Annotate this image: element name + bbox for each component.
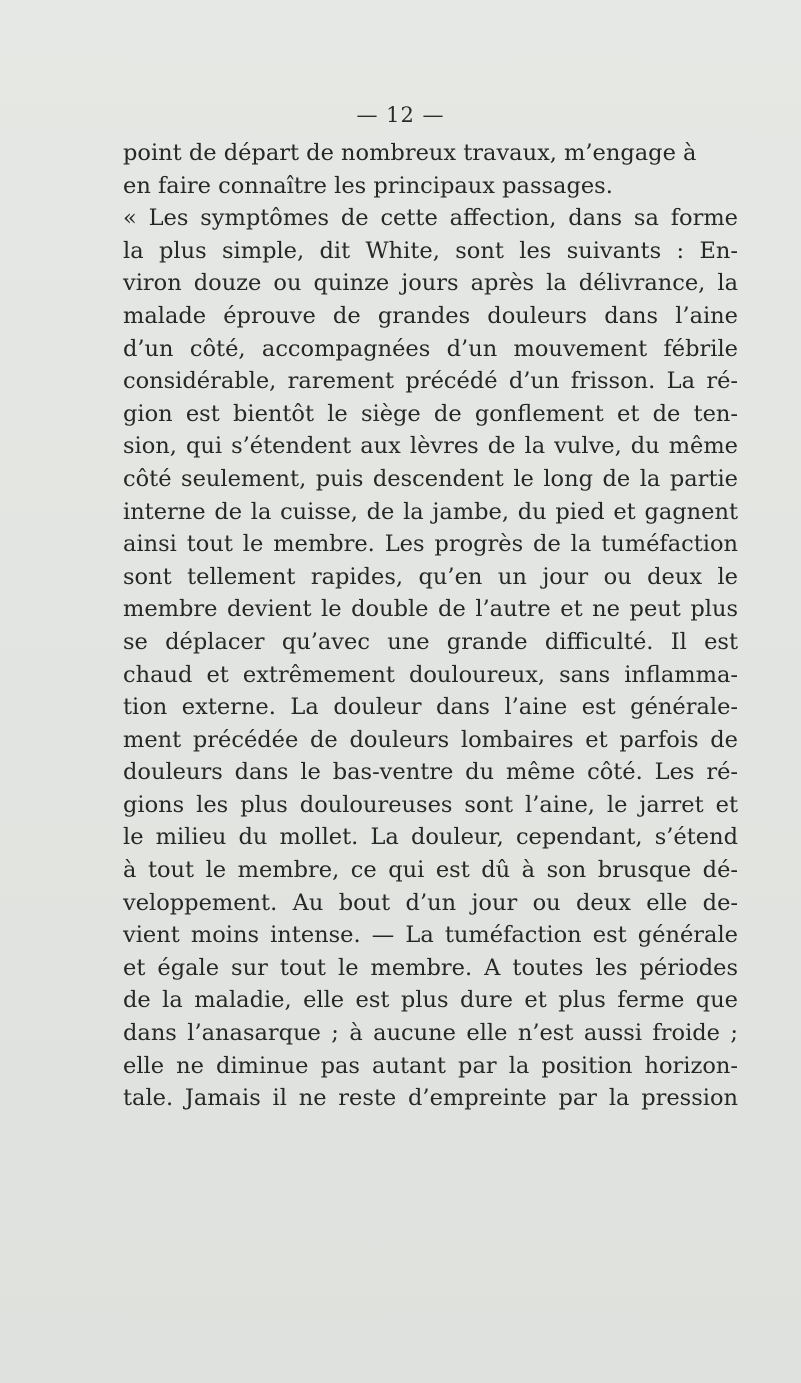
- text-line: malade éprouve de grandes douleurs dans l’aine: [123, 302, 738, 329]
- text-line: membre devient le double de l’autre et ne peut plus: [123, 596, 738, 623]
- text-line: sont tellement rapides, qu’en un jour ou deux le: [123, 563, 738, 590]
- text-line: interne de la cuisse, de la jambe, du pied et gagnent: [123, 498, 738, 525]
- page-number: — 12 —: [356, 103, 445, 127]
- text-line: de la maladie, elle est plus dure et plus ferme que: [123, 987, 738, 1014]
- text-line: se déplacer qu’avec une grande difficulté. Il est: [123, 628, 738, 655]
- text-line: chaud et extrêmement douloureux, sans inflamma-: [123, 661, 738, 688]
- text-line: en faire connaître les principaux passages.: [123, 172, 613, 199]
- text-line: douleurs dans le bas-ventre du même côté. Les ré-: [123, 759, 738, 786]
- text-line: la plus simple, dit White, sont les suivants : En-: [123, 237, 738, 264]
- text-line: point de départ de nombreux travaux, m’engage à: [123, 140, 697, 166]
- text-line: gion est bientôt le siège de gonflement et de ten-: [123, 400, 738, 427]
- text-line: le milieu du mollet. La douleur, cependant, s’étend: [123, 824, 738, 851]
- text-line: sion, qui s’étendent aux lèvres de la vulve, du même: [123, 433, 738, 460]
- text-line: tale. Jamais il ne reste d’empreinte par la pression: [123, 1085, 738, 1112]
- text-line: viron douze ou quinze jours après la délivrance, la: [123, 270, 738, 297]
- text-line: considérable, rarement précédé d’un frisson. La ré-: [123, 368, 738, 395]
- text-line: elle ne diminue pas autant par la position horizon-: [123, 1052, 738, 1079]
- text-line: ainsi tout le membre. Les progrès de la tuméfaction: [123, 531, 738, 558]
- text-line: à tout le membre, ce qui est dû à son brusque dé-: [123, 857, 738, 884]
- text-line: ment précédée de douleurs lombaires et parfois de: [123, 726, 738, 753]
- text-line: « Les symptômes de cette affection, dans sa forme: [123, 205, 738, 232]
- text-line: gions les plus douloureuses sont l’aine, le jarret et: [123, 791, 738, 818]
- text-line: côté seulement, puis descendent le long de la partie: [123, 465, 738, 492]
- text-line: dans l’anasarque ; à aucune elle n’est aussi froide ;: [123, 1020, 738, 1047]
- text-line: vient moins intense. — La tuméfaction est générale: [123, 922, 738, 949]
- body-text: [123, 137, 738, 1115]
- text-line: et égale sur tout le membre. A toutes les périodes: [123, 954, 738, 981]
- text-line: d’un côté, accompagnées d’un mouvement fébrile: [123, 335, 738, 362]
- text-line: veloppement. Au bout d’un jour ou deux elle de-: [123, 889, 738, 916]
- text-line: tion externe. La douleur dans l’aine est générale-: [123, 694, 738, 721]
